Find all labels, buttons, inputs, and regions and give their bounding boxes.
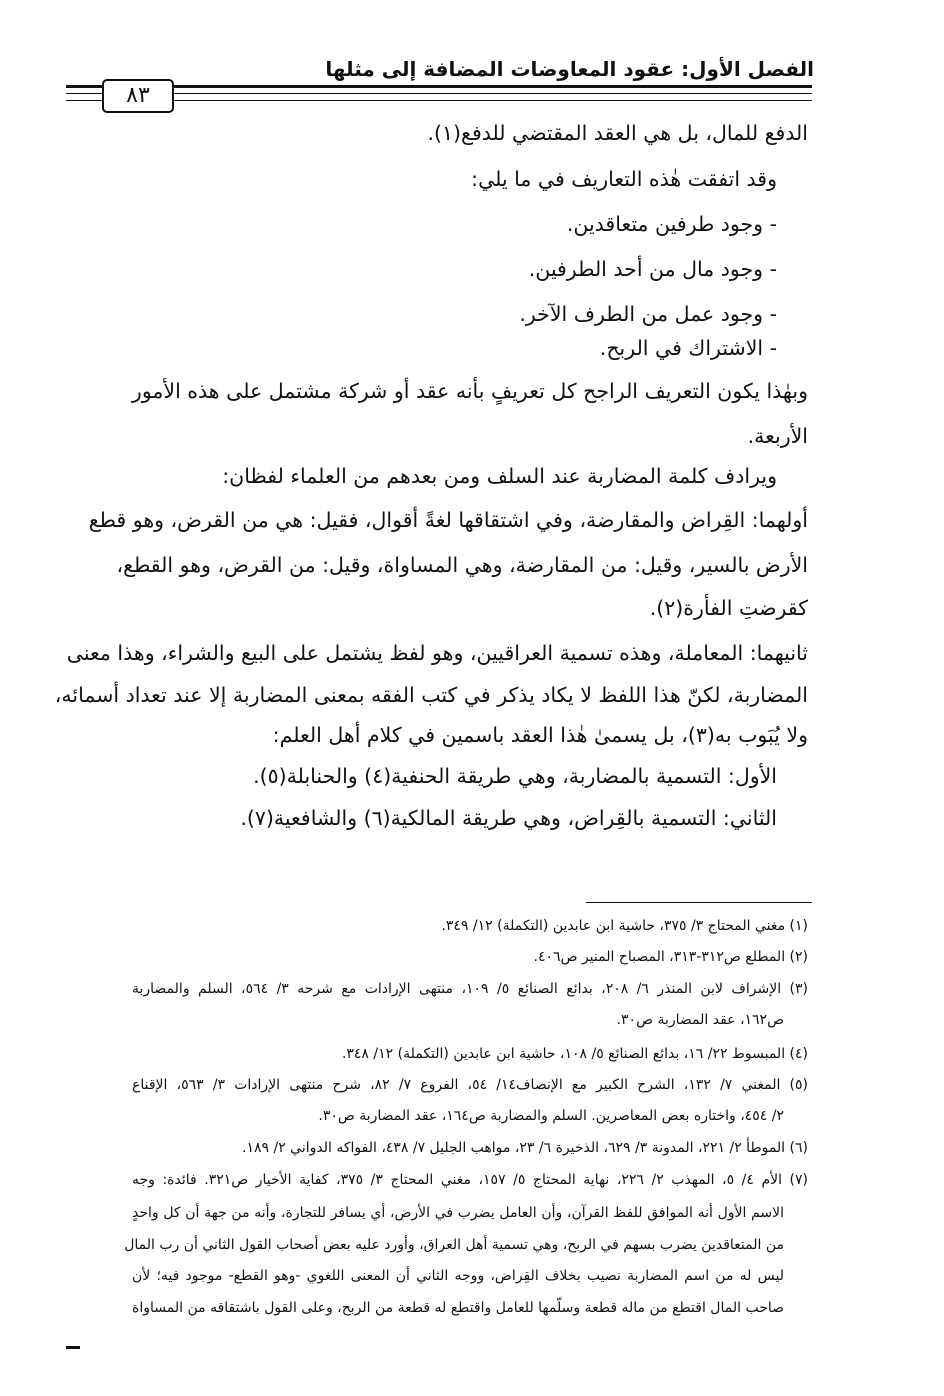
footnote: (٦) الموطأ ٢/ ٢٢١، المدونة ٣/ ٦٢٩، الذخيرة ٦/ ٢٣، مواهب الجليل ٧/ ٤٣٨، الفواكه الدواني ٢/ ١٨٩.: [242, 1140, 808, 1156]
body-line: وبهٰذا يكون التعريف الراجح كل تعريفٍ بأنه عقد أو شركة مشتمل على هذه الأمور: [131, 379, 808, 403]
body-line: الأرض بالسير، وقيل: من المقارضة، وهي المساواة، وقيل: من القرض، وهو القطع،: [116, 553, 808, 577]
footnote-continuation: ٢/ ٤٥٤، واختاره بعض المعاصرين. السلم والمضاربة ص١٦٤، عقد المضاربة ص٣٠.: [318, 1108, 784, 1124]
body-line: الأول: التسمية بالمضاربة، وهي طريقة الحنفية(٤) والحنابلة(٥).: [253, 764, 777, 788]
body-line: الأربعة.: [747, 424, 808, 448]
header-rule-thick: [66, 85, 812, 88]
body-line: أولهما: القِراض والمقارضة، وفي اشتقاقها لغةً أقوال، فقيل: هي من القرض، وهو قطع: [88, 508, 808, 532]
body-line: كقرضتِ الفأرة(٢).: [649, 596, 808, 620]
header-rule-thin: [66, 93, 812, 94]
continuation-dash: [66, 1346, 80, 1349]
footnote: (١) مغني المحتاج ٣/ ٣٧٥، حاشية ابن عابدين (التكملة) ١٢/ ٣٤٩.: [441, 918, 808, 934]
footnote: (٢) المطلع ص٣١٢-٣١٣، المصباح المنير ص٤٠٦.: [533, 949, 808, 965]
footnote: (٥) المغني ٧/ ١٣٢، الشرح الكبير مع الإنصاف١٤/ ٥٤، الفروع ٧/ ٨٢، شرح منتهى الإرادات ٣/ ٥٦٣، الإقناع: [132, 1077, 809, 1093]
body-line: وقد اتفقت هٰذه التعاريف في ما يلي:: [471, 167, 777, 191]
body-line: الدفع للمال، بل هي العقد المقتضي للدفع(١).: [427, 121, 808, 145]
body-line: المضاربة، لكنّ هذا اللفظ لا يكاد يذكر في كتب الفقه بمعنى المضاربة إلا عند تعداد أسمائه،: [54, 683, 808, 707]
footnote: (٣) الإشراف لابن المنذر ٦/ ٢٠٨، بدائع الصنائع ٥/ ١٠٩، منتهى الإرادات مع شرحه ٣/ ٥٦٤، السلم والمضاربة: [132, 981, 808, 997]
body-line: ثانيهما: المعاملة، وهذه تسمية العراقيين، وهو لفظ يشتمل على البيع والشراء، وهذا معنى: [66, 641, 808, 665]
footnote-continuation: صاحب المال اقتطع من ماله قطعة وسلّمها للعامل واقتطع له قطعة من الربح، وعلى القول باشتقاقه من المساواة: [132, 1300, 784, 1316]
page-number: ٨٣: [102, 79, 174, 113]
chapter-header: الفصل الأول: عقود المعاوضات المضافة إلى مثلها: [325, 57, 814, 81]
footnote: (٧) الأم ٤/ ٥، المهذب ٢/ ٢٢٦، نهاية المحتاج ٥/ ١٥٧، مغني المحتاج ٣/ ٣٧٥، كفاية الأخيار ص٣٢١. فائدة: وجه: [132, 1172, 808, 1188]
body-line: ولا يُبَوب به(٣)، بل يسمىٰ هٰذا العقد باسمين في كلام أهل العلم:: [272, 723, 808, 747]
footnote-continuation: ليس له من اسم المضاربة نصيب بخلاف القِراض، ووجه الثاني أن المعنى اللغوي -وهو القطع- موجود فيه؛ لأن: [132, 1268, 784, 1284]
footnote-continuation: الاسم الأول أنه الموافق للفظ القرآن، وأن العامل يضرب في الأرض، أي يسافر للتجارة، وأنه من جهة أن كل واحدٍ: [132, 1205, 784, 1221]
footnote: (٤) المبسوط ٢٢/ ١٦، بدائع الصنائع ٥/ ١٠٨، حاشية ابن عابدين (التكملة) ١٢/ ٣٤٨.: [341, 1046, 808, 1062]
list-item: - وجود طرفين متعاقدين.: [566, 212, 777, 236]
footnote-continuation: ص١٦٢، عقد المضاربة ص٣٠.: [616, 1012, 784, 1028]
footnote-separator: [586, 902, 812, 903]
footnote-continuation: من المتعاقدين يضرب بسهم في الربح، وهي تسمية أهل العراق، وأورد عليه بعض أصحاب القول الثاني أن رب المال: [124, 1237, 784, 1253]
body-line: الثاني: التسمية بالقِراض، وهي طريقة المالكية(٦) والشافعية(٧).: [240, 806, 777, 830]
list-item: - الاشتراك في الربح.: [599, 336, 777, 360]
list-item: - وجود عمل من الطرف الآخر.: [519, 302, 777, 326]
header-rule-bottom: [66, 100, 812, 101]
body-line: ويرادف كلمة المضاربة عند السلف ومن بعدهم من العلماء لفظان:: [222, 464, 777, 488]
list-item: - وجود مال من أحد الطرفين.: [528, 257, 777, 281]
